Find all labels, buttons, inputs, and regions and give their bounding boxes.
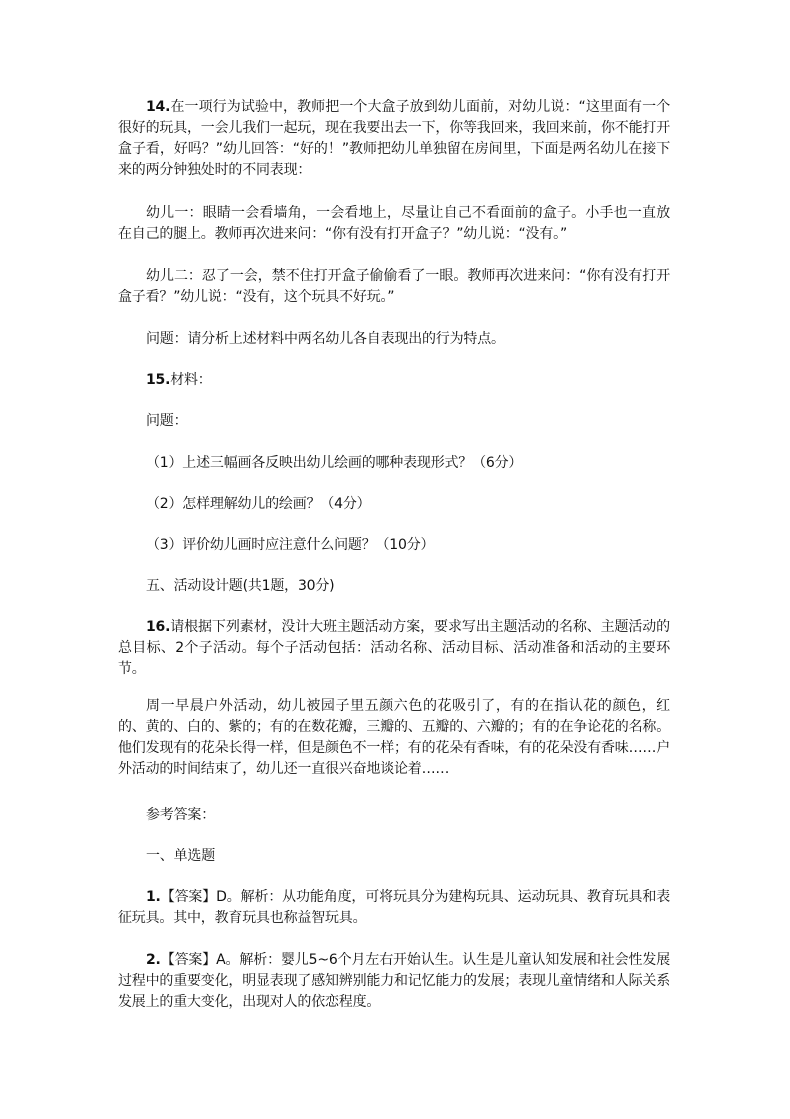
paragraph-text: 请根据下列素材，没计大班主题活动方案，要求写出主题活动的名称、主题活动的总目标、2个子活动。每个子活动包括：活动名称、活动目标、活动准备和活动的主要环节。 bbox=[118, 619, 670, 677]
paragraph-text: 五、活动设计题(共1题，30分) bbox=[146, 578, 335, 594]
section-heading-1 bbox=[118, 846, 670, 867]
paragraph-text: 在一项行为试验中，教师把一个大盒子放到幼儿面前，对幼儿说：“这里面有一个很好的玩具，一会儿我们一起玩，现在我要出去一下，你等我回来，我回来前，你不能打开盒子看，好吗？”幼儿回答：“好的！”教师把幼儿单独留在房间里，下面是两名幼儿在接下来的两分钟独处时的不同表现： bbox=[118, 99, 670, 178]
paragraph-text: 问题：请分析上述材料中两名幼儿各自表现出的行为特点。 bbox=[146, 331, 505, 347]
answer-1 bbox=[118, 887, 670, 929]
question-16-paragraph bbox=[118, 617, 670, 680]
paragraph-text: 材料： bbox=[170, 372, 212, 388]
paragraph-text: 问题： bbox=[146, 413, 188, 429]
section-heading-5 bbox=[118, 576, 670, 597]
sub-question-3 bbox=[118, 535, 670, 556]
question-number: 16. bbox=[146, 619, 171, 635]
paragraph-text: （3）评价幼儿画时应注意什么问题？（10分） bbox=[146, 537, 435, 553]
paragraph-text: 周一早晨户外活动，幼儿被园子里五颜六色的花吸引了，有的在指认花的颜色，红的、黄的、白的、紫的；有的在数花瓣，三瓣的、五瓣的、六瓣的；有的在争论花的名称。他们发现有的花朵长得一样，但是颜色不一样；有的花朵有香味，有的花朵没有香味……户外活动的时间结束了，幼儿还一直很兴奋地谈论着…… bbox=[118, 698, 670, 777]
paragraph-text: 【答案】A。解析：婴儿5~6个月左右开始认生。认生是儿童认知发展和社会性发展过程中的重要变化，明显表现了感知辨别能力和记忆能力的发展；表现儿童情绪和人际关系发展上的重大变化，出现对人的依恋程度。 bbox=[118, 952, 670, 1010]
answer-2 bbox=[118, 950, 670, 1013]
question-14-prompt bbox=[118, 329, 670, 350]
paragraph-text: 幼儿一：眼睛一会看墙角，一会看地上，尽量让自己不看面前的盒子。小手也一直放在自己的腿上。教师再次进来问：“你有没有打开盒子？”幼儿说：“没有。” bbox=[118, 205, 670, 242]
question-number: 14. bbox=[146, 99, 171, 115]
child-two-paragraph bbox=[118, 266, 670, 308]
material-paragraph bbox=[118, 696, 670, 780]
question-14-paragraph bbox=[118, 97, 670, 181]
paragraph-text: 【答案】D。解析：从功能角度，可将玩具分为建构玩具、运动玩具、教育玩具和表征玩具。其中，教育玩具也称益智玩具。 bbox=[118, 889, 670, 926]
paragraph-text: （2）怎样理解幼儿的绘画？（4分） bbox=[146, 496, 371, 512]
paragraph-text: 参考答案： bbox=[146, 807, 215, 823]
paragraph-text: 一、单选题 bbox=[146, 848, 215, 864]
answer-number: 1. bbox=[146, 889, 161, 905]
question-15-paragraph bbox=[118, 370, 670, 391]
reference-answers-heading bbox=[118, 805, 670, 826]
paragraph-text: 幼儿二：忍了一会，禁不住打开盒子偷偷看了一眼。教师再次进来问：“你有没有打开盒子看？”幼儿说：“没有，这个玩具不好玩。” bbox=[118, 268, 670, 305]
question-15-prompt bbox=[118, 411, 670, 432]
sub-question-1 bbox=[118, 453, 670, 474]
child-one-paragraph bbox=[118, 203, 670, 245]
paragraph-text: （1）上述三幅画各反映出幼儿绘画的哪种表现形式？（6分） bbox=[146, 455, 523, 471]
answer-number: 2. bbox=[146, 952, 161, 968]
question-number: 15. bbox=[146, 372, 171, 388]
sub-question-2 bbox=[118, 494, 670, 515]
